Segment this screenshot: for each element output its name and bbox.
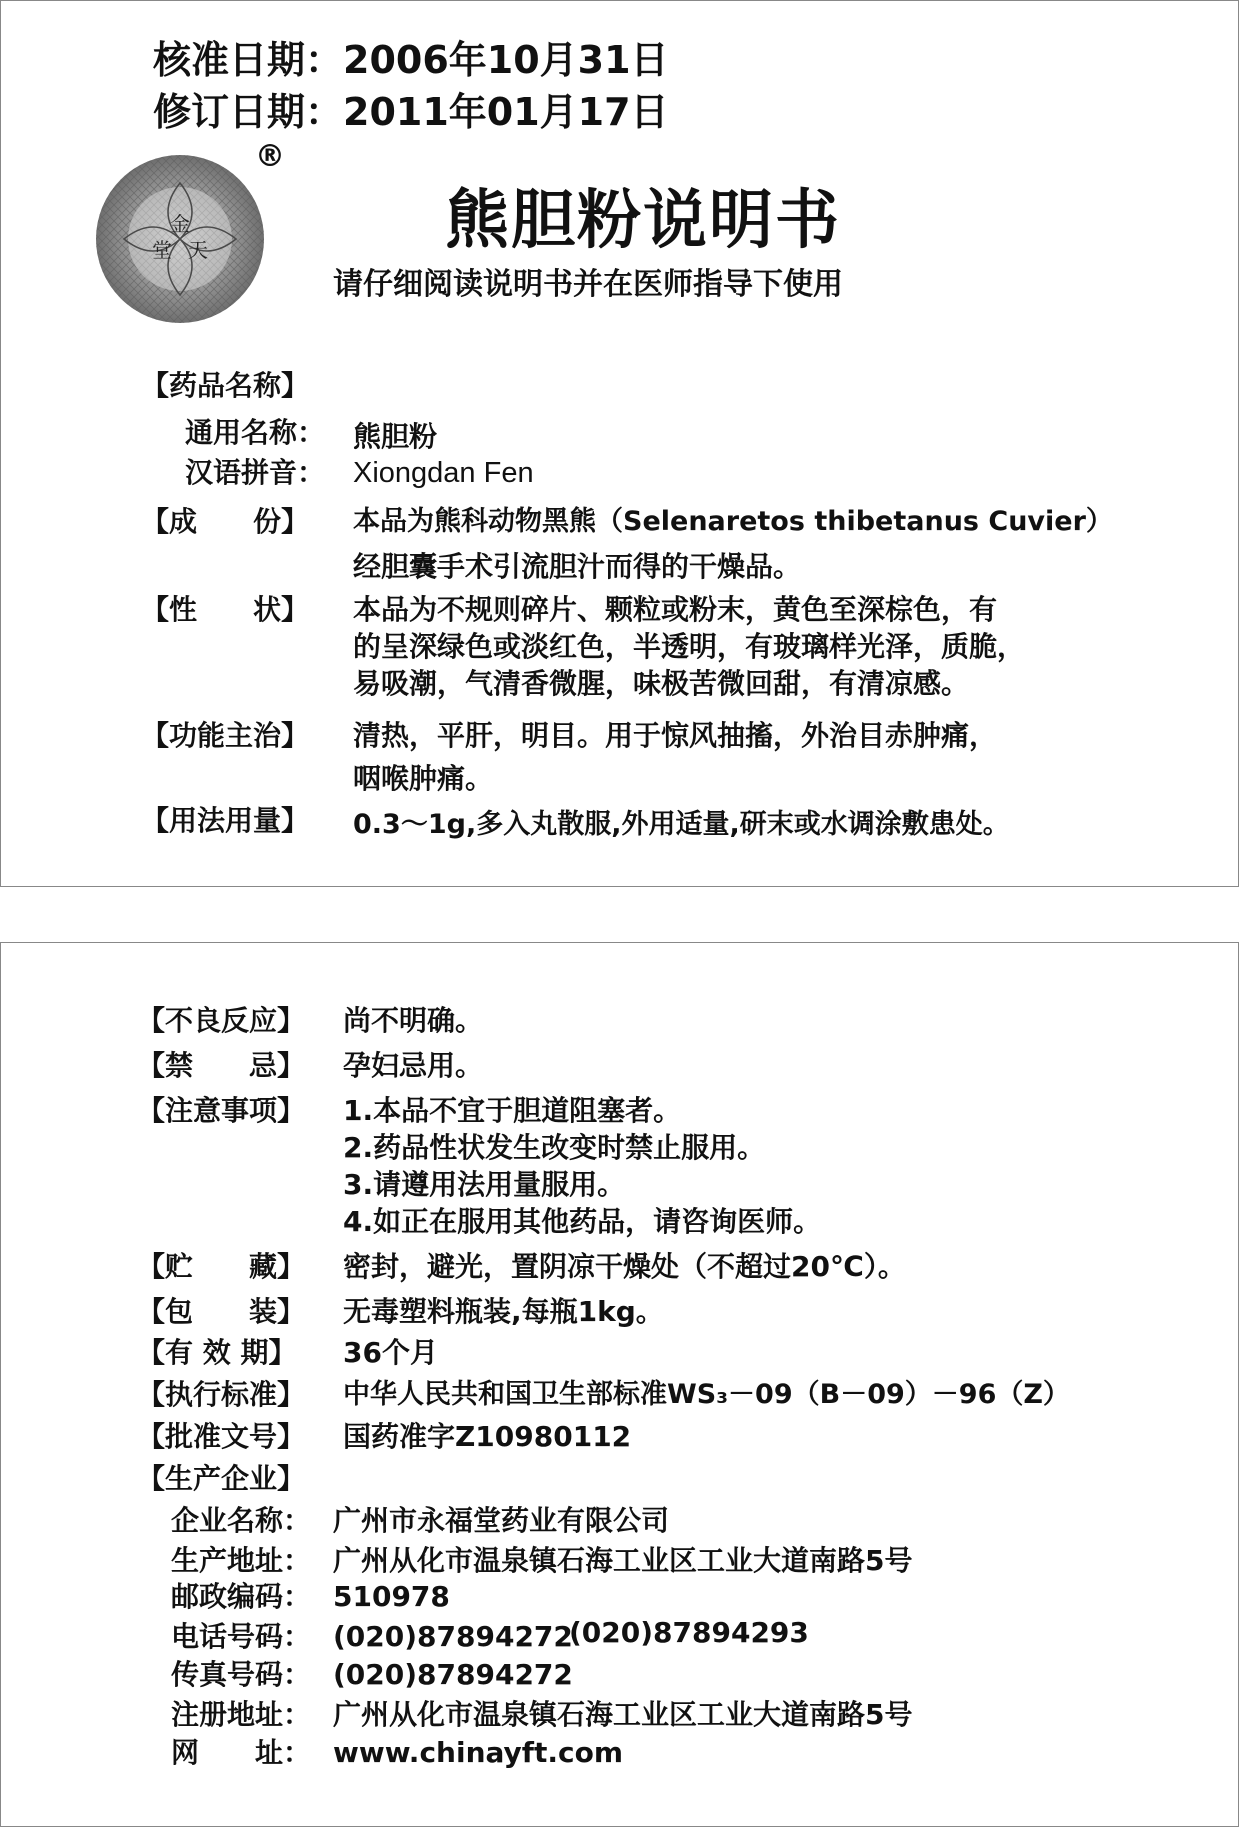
indications-line-1: 清热，平肝，明目。用于惊风抽搐，外治目赤肿痛， (353, 719, 998, 752)
registered-address-value: 广州从化市温泉镇石海工业区工业大道南路5号 (333, 1698, 913, 1731)
contraindications-value: 孕妇忌用。 (343, 1049, 484, 1082)
standard-label: 【执行标准】 (137, 1378, 306, 1411)
registered-mark: ® (255, 139, 285, 174)
revision-date-value: 2011年01月17日 (343, 90, 669, 134)
dosage-value: 0.3～1g,多入丸散服,外用适量,研末或水调涂敷患处。 (353, 809, 1010, 840)
precaution-item: 4.如正在服用其他药品，请咨询医师。 (343, 1205, 822, 1238)
fax-value: (020)87894272 (333, 1658, 573, 1691)
validity-value: 36个月 (343, 1336, 438, 1369)
approval-date-value: 2006年10月31日 (343, 38, 669, 82)
website-label: 网 址： (171, 1736, 312, 1769)
precaution-item: 1.本品不宜于胆道阻塞者。 (343, 1094, 682, 1127)
precaution-item: 3.请遵用法用量服用。 (343, 1168, 626, 1201)
composition-line-1: 本品为熊科动物黑熊（Selenaretos thibetanus Cuvier） (353, 506, 1113, 537)
fax-label: 传真号码： (171, 1658, 312, 1691)
instruction-panel-top (0, 0, 1239, 887)
package-label: 【包 装】 (137, 1295, 306, 1328)
contraindications-label: 【禁 忌】 (137, 1049, 306, 1082)
revision-date-label: 修订日期： (153, 90, 344, 134)
logo-glyph-right: 天 (188, 238, 208, 262)
manufacturer-section-label: 【生产企业】 (137, 1462, 306, 1495)
company-name-label: 企业名称： (171, 1504, 312, 1537)
company-name-value: 广州市永福堂药业有限公司 (333, 1504, 670, 1537)
phone-label: 电话号码： (171, 1620, 312, 1653)
adverse-reactions-value: 尚不明确。 (343, 1004, 484, 1037)
storage-label: 【贮 藏】 (137, 1250, 306, 1283)
phone-value-1: (020)87894272 (333, 1620, 573, 1653)
description-label: 【性 状】 (141, 593, 310, 626)
description-line-1: 本品为不规则碎片、颗粒或粉末，黄色至深棕色，有 (353, 593, 998, 626)
standard-value: 中华人民共和国卫生部标准WS₃－09（B－09）－96（Z） (343, 1379, 1070, 1410)
approval-number-label: 【批准文号】 (137, 1420, 306, 1453)
package-value: 无毒塑料瓶装,每瓶1kg。 (343, 1295, 664, 1328)
composition-line-2: 经胆囊手术引流胆汁而得的干燥品。 (353, 550, 802, 583)
registered-address-label: 注册地址： (171, 1698, 312, 1731)
production-address-label: 生产地址： (171, 1544, 312, 1577)
precautions-label: 【注意事项】 (137, 1094, 306, 1127)
approval-number-value: 国药准字Z10980112 (343, 1420, 632, 1453)
generic-name-label: 通用名称： (185, 416, 326, 449)
indications-label: 【功能主治】 (141, 719, 310, 752)
website-link[interactable]: www.chinayft.com (333, 1736, 624, 1769)
pinyin-label: 汉语拼音： (185, 456, 326, 489)
indications-line-2: 咽喉肿痛。 (353, 762, 494, 795)
brand-seal-logo (94, 153, 266, 325)
validity-label: 【有 效 期】 (137, 1336, 297, 1369)
revision-date-row (153, 81, 669, 136)
postcode-value: 510978 (333, 1580, 450, 1613)
description-line-3: 易吸潮，气清香微腥，味极苦微回甜，有清凉感。 (353, 667, 970, 700)
instruction-panel-bottom (0, 942, 1239, 1827)
document-subtitle: 请仔细阅读说明书并在医师指导下使用 (333, 267, 843, 302)
phone-value-2: (020)87894293 (569, 1616, 809, 1649)
approval-date-label: 核准日期： (153, 38, 344, 82)
generic-name-value: 熊胆粉 (353, 420, 438, 453)
precaution-item: 2.药品性状发生改变时禁止服用。 (343, 1131, 766, 1164)
approval-date-row (153, 29, 669, 84)
drug-name-section-label: 【药品名称】 (141, 369, 310, 402)
composition-label: 【成 份】 (141, 505, 310, 538)
pinyin-value: Xiongdan Fen (353, 457, 534, 489)
postcode-label: 邮政编码： (171, 1580, 312, 1613)
storage-value: 密封，避光，置阴凉干燥处（不超过20℃）。 (343, 1250, 906, 1283)
description-line-2: 的呈深绿色或淡红色，半透明，有玻璃样光泽，质脆， (353, 630, 1026, 663)
adverse-reactions-label: 【不良反应】 (137, 1004, 306, 1037)
logo-glyph-left: 堂 (152, 238, 172, 262)
production-address-value: 广州从化市温泉镇石海工业区工业大道南路5号 (333, 1544, 913, 1577)
document-title: 熊胆粉说明书 (445, 184, 841, 258)
dosage-label: 【用法用量】 (141, 804, 310, 837)
logo-glyph-top: 金 (170, 212, 190, 236)
